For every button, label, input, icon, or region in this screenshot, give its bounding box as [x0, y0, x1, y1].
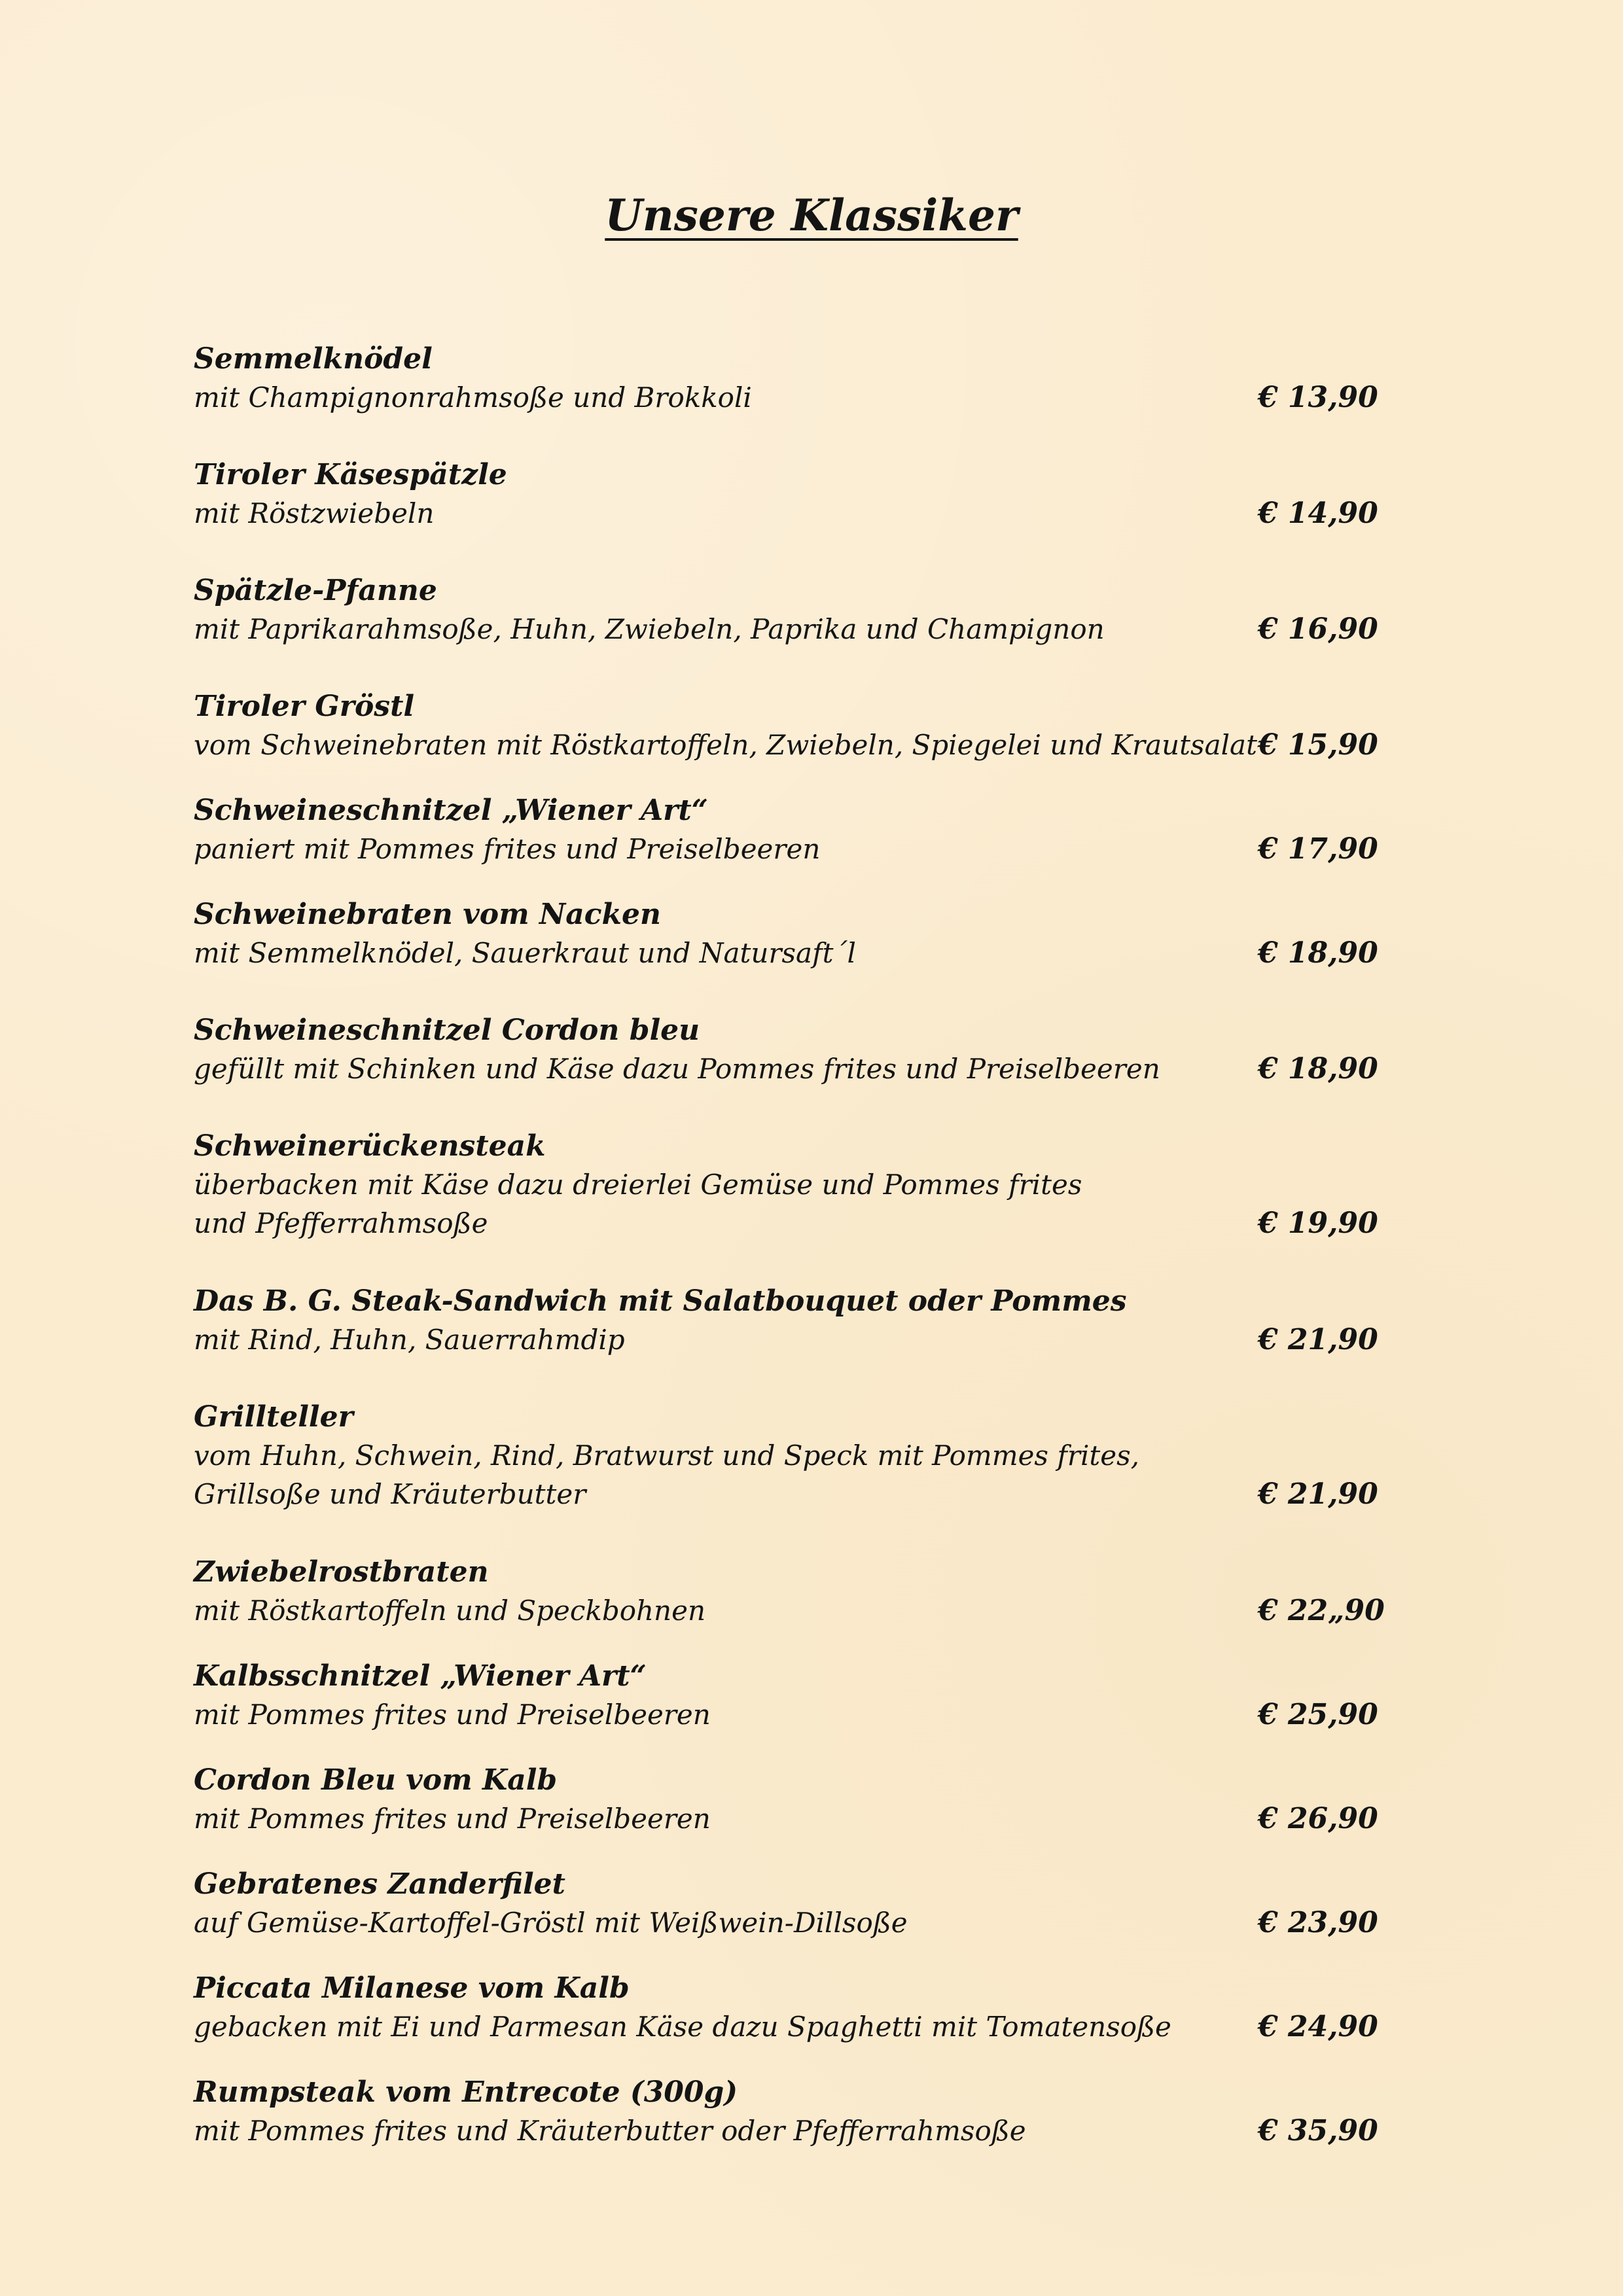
menu-item	[194, 2074, 1437, 2150]
menu-item-name: Kalbsschnitzel „Wiener Art“	[194, 1659, 647, 1693]
menu-item-price: € 25,90	[1258, 1698, 1378, 1731]
menu-item-description: mit Röstkartoffeln und Speckbohnen	[194, 1595, 706, 1627]
menu-item-name: Tiroler Gröstl	[194, 690, 415, 723]
menu-item-description: mit Semmelknödel, Sauerkraut und Natursaft´l	[194, 937, 856, 969]
menu-item-price: € 21,90	[1258, 1323, 1378, 1356]
menu-item	[194, 896, 1437, 972]
menu-item-description: mit Röstzwiebeln	[194, 497, 435, 529]
menu-item	[194, 1282, 1437, 1359]
menu-item-description: auf Gemüse-Kartoffel-Gröstl mit Weißwein-Dillsoße	[194, 1907, 908, 1939]
menu-item	[194, 340, 1437, 417]
menu-item-price: € 19,90	[1258, 1207, 1378, 1240]
menu-item-name: Das B. G. Steak-Sandwich mit Salatbouquet oder Pommes	[194, 1284, 1127, 1318]
menu-item	[194, 1969, 1437, 2046]
menu-item-name: Semmelknödel	[194, 342, 433, 376]
menu-item	[194, 1865, 1437, 1942]
menu-item-description: überbacken mit Käse dazu dreierlei Gemüse und Pommes frites	[194, 1169, 1082, 1201]
menu-item-name: Schweineschnitzel Cordon bleu	[194, 1014, 700, 1047]
menu-item-name: Gebratenes Zanderfilet	[194, 1867, 566, 1901]
menu-item-description: vom Schweinebraten mit Röstkartoffeln, Zwiebeln, Spiegelei und Krautsalat	[194, 729, 1257, 761]
menu-item	[194, 1127, 1437, 1243]
page-title: Unsere Klassiker	[605, 190, 1018, 241]
menu-item-name: Grillteller	[194, 1400, 353, 1434]
menu-item-description: mit Champignonrahmsoße und Brokkoli	[194, 381, 752, 414]
menu-item-description: gefüllt mit Schinken und Käse dazu Pommes frites und Preiselbeeren	[194, 1053, 1160, 1085]
menu-item-price: € 16,90	[1258, 612, 1378, 646]
menu-item-description: vom Huhn, Schwein, Rind, Bratwurst und Speck mit Pommes frites,	[194, 1439, 1140, 1472]
menu-item-price: € 14,90	[1258, 497, 1378, 530]
menu-item-name: Schweinerückensteak	[194, 1129, 546, 1163]
menu-item-description: mit Pommes frites und Kräuterbutter oder Pfefferrahmsoße	[194, 2115, 1026, 2147]
menu-item	[194, 1012, 1437, 1088]
menu-item-name: Zwiebelrostbraten	[194, 1555, 489, 1589]
menu-item-price: € 18,90	[1258, 1052, 1378, 1086]
menu-item-price: € 24,90	[1258, 2010, 1378, 2043]
menu-item-price: € 18,90	[1258, 936, 1378, 970]
menu-item-description: paniert mit Pommes frites und Preiselbeeren	[194, 833, 821, 865]
menu-item-name: Rumpsteak vom Entrecote (300g)	[194, 2075, 738, 2109]
menu-item-price: € 22„90	[1258, 1594, 1385, 1627]
menu-item-price: € 26,90	[1258, 1802, 1378, 1835]
menu-item-price: € 13,90	[1258, 381, 1378, 414]
menu-item	[194, 688, 1437, 764]
menu-item	[194, 1657, 1437, 1734]
menu-item-price: € 21,90	[1258, 1477, 1378, 1511]
menu-item-description: mit Rind, Huhn, Sauerrahmdip	[194, 1324, 625, 1356]
menu-item-description: mit Pommes frites und Preiselbeeren	[194, 1699, 711, 1731]
menu-item-description: gebacken mit Ei und Parmesan Käse dazu Spaghetti mit Tomatensoße	[194, 2011, 1171, 2043]
menu-item-price: € 35,90	[1258, 2114, 1378, 2147]
menu-item-name: Cordon Bleu vom Kalb	[194, 1763, 558, 1797]
menu-item	[194, 1553, 1437, 1630]
menu-item-description: mit Pommes frites und Preiselbeeren	[194, 1803, 711, 1835]
menu-item-price: € 17,90	[1258, 832, 1378, 866]
menu-item-price: € 23,90	[1258, 1906, 1378, 1939]
menu-item-description: Grillsoße und Kräuterbutter	[194, 1478, 586, 1510]
menu-item	[194, 456, 1437, 533]
menu-item	[194, 572, 1437, 648]
menu-item-name: Spätzle-Pfanne	[194, 574, 437, 607]
menu-item-price: € 15,90	[1258, 728, 1378, 762]
menu-item-name: Tiroler Käsespätzle	[194, 458, 507, 491]
menu-item	[194, 1398, 1437, 1513]
menu-item-description: und Pfefferrahmsoße	[194, 1207, 488, 1239]
menu-item	[194, 792, 1437, 868]
menu-item	[194, 1761, 1437, 1838]
menu-item-name: Schweineschnitzel „Wiener Art“	[194, 794, 708, 827]
menu-item-name: Piccata Milanese vom Kalb	[194, 1971, 630, 2005]
menu-item-description: mit Paprikarahmsoße, Huhn, Zwiebeln, Paprika und Champignon	[194, 613, 1105, 645]
menu-item-name: Schweinebraten vom Nacken	[194, 898, 661, 931]
